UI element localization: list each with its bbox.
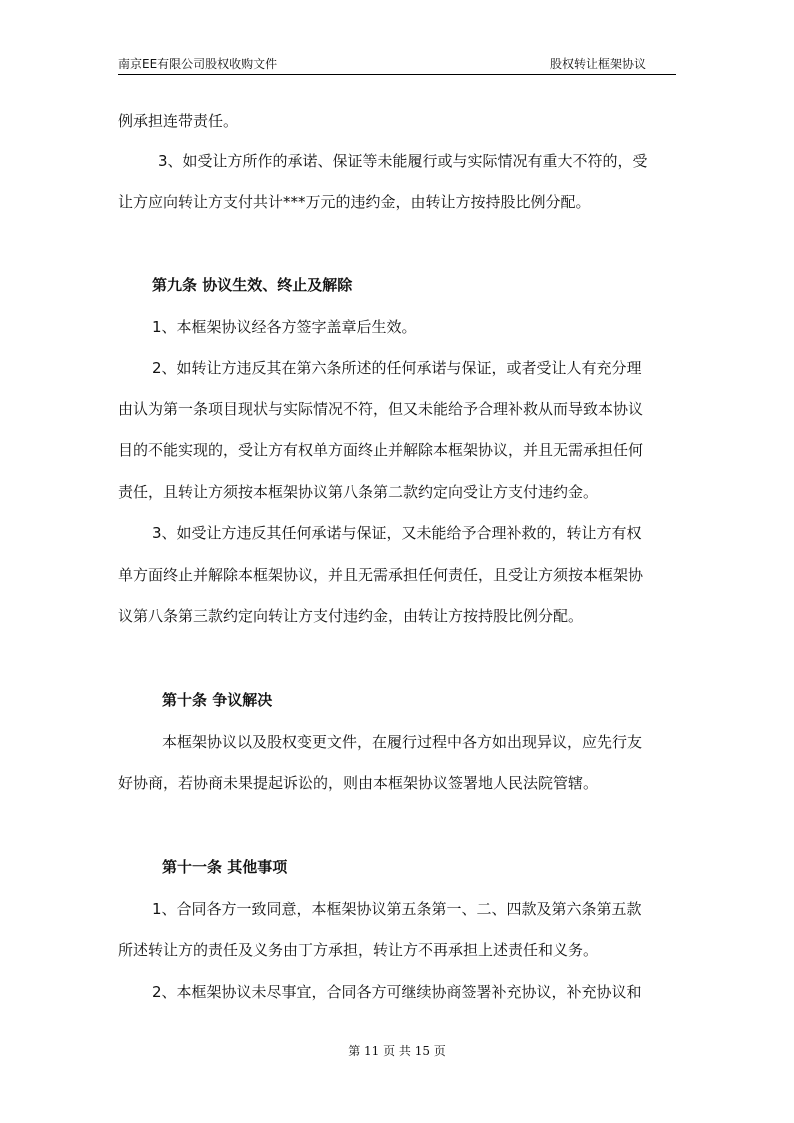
paragraph-line: 所述转让方的责任及义务由丁方承担，转让方不再承担上述责任和义务。 [118, 941, 599, 959]
paragraph-line: 责任，且转让方须按本框架协议第八条第二款约定向受让方支付违约金。 [118, 483, 599, 501]
paragraph-line: 单方面终止并解除本框架协议，并且无需承担任何责任，且受让方须按本框架协 [118, 566, 644, 584]
paragraph-line: 议第八条第三款约定向转让方支付违约金，由转让方按持股比例分配。 [118, 607, 584, 625]
paragraph-line: 例承担连带责任。 [118, 112, 239, 130]
header-left-title: 南京EE有限公司股权收购文件 [118, 57, 278, 71]
paragraph-line: 由认为第一条项目现状与实际情况不符，但又未能给予合理补救从而导致本协议 [118, 400, 644, 418]
paragraph-line: 1、合同各方一致同意，本框架协议第五条第一、二、四款及第六条第五款 [152, 900, 642, 918]
section-heading: 第十条 争议解决 [162, 691, 273, 709]
section-heading: 第十一条 其他事项 [162, 858, 288, 876]
paragraph-line: 1、本框架协议经各方签字盖章后生效。 [152, 318, 417, 336]
header-right-title: 股权转让框架协议 [549, 57, 646, 71]
section-heading: 第九条 协议生效、终止及解除 [152, 276, 353, 294]
paragraph-line: 3、如受让方所作的承诺、保证等未能履行或与实际情况有重大不符的，受 [158, 152, 648, 170]
paragraph-line: 本框架协议以及股权变更文件，在履行过程中各方如出现异议，应先行友 [162, 733, 643, 751]
paragraph-line: 2、如转让方违反其在第六条所述的任何承诺与保证，或者受让人有充分理 [152, 359, 642, 377]
paragraph-line: 目的不能实现的，受让方有权单方面终止并解除本框架协议，并且无需承担任何 [118, 441, 644, 459]
page-header [118, 56, 676, 75]
paragraph-line: 好协商，若协商未果提起诉讼的，则由本框架协议签署地人民法院管辖。 [118, 774, 599, 792]
paragraph-line: 让方应向转让方支付共计***万元的违约金，由转让方按持股比例分配。 [118, 193, 591, 211]
paragraph-line: 3、如受让方违反其任何承诺与保证，又未能给予合理补救的，转让方有权 [152, 524, 642, 542]
paragraph-line: 2、本框架协议未尽事宜，合同各方可继续协商签署补充协议，补充协议和 [152, 983, 642, 1001]
page-number-footer: 第 11 页 共 15 页 [348, 1044, 446, 1058]
